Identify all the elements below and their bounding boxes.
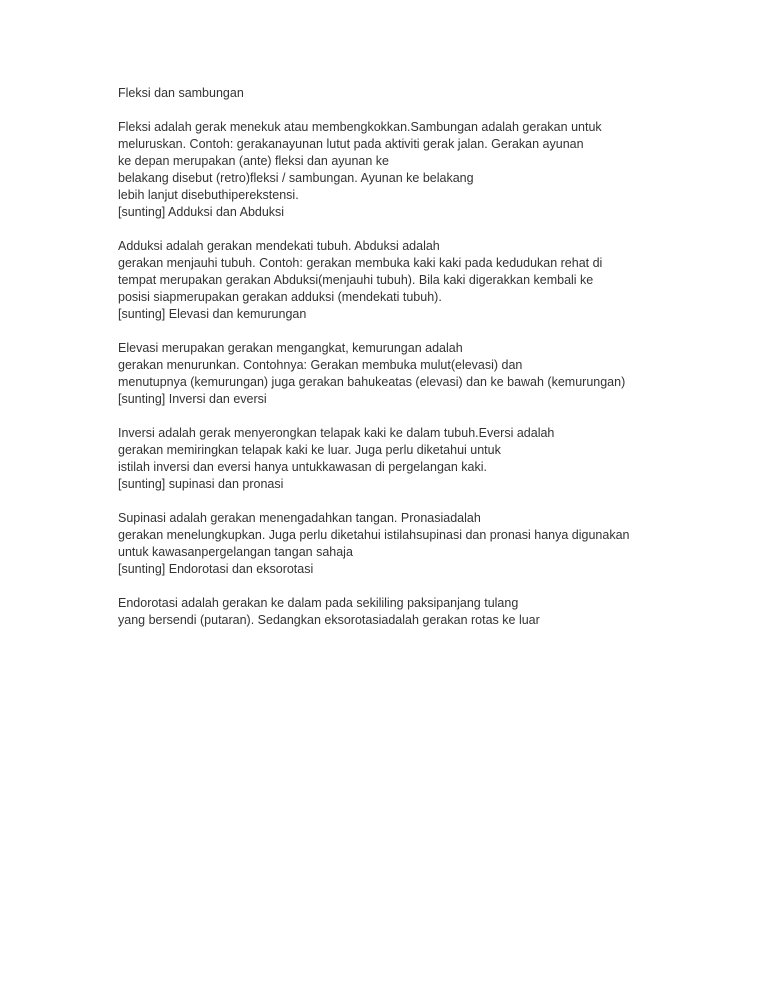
paragraph-line: meluruskan. Contoh: gerakanayunan lutut pada aktiviti gerak jalan. Gerakan ayunan <box>118 137 584 151</box>
paragraph-line: Fleksi adalah gerak menekuk atau membengkokkan.Sambungan adalah gerakan untuk <box>118 120 602 134</box>
paragraph-line: untuk kawasanpergelangan tangan sahaja <box>118 545 353 559</box>
section-elevasi <box>118 340 678 408</box>
paragraph-line: gerakan menjauhi tubuh. Contoh: gerakan membuka kaki kaki pada kedudukan rehat di <box>118 256 603 270</box>
section-heading-endorotasi: [sunting] Endorotasi dan eksorotasi <box>118 562 314 576</box>
paragraph-line: gerakan menurunkan. Contohnya: Gerakan membuka mulut(elevasi) dan <box>118 358 523 372</box>
document-page <box>118 85 678 646</box>
paragraph-line: yang bersendi (putaran). Sedangkan eksorotasiadalah gerakan rotas ke luar <box>118 613 540 627</box>
paragraph-line: Adduksi adalah gerakan mendekati tubuh. Abduksi adalah <box>118 239 440 253</box>
section-heading-supinasi: [sunting] supinasi dan pronasi <box>118 477 284 491</box>
paragraph-line: Endorotasi adalah gerakan ke dalam pada sekililing paksipanjang tulang <box>118 596 519 610</box>
section-adduksi <box>118 238 678 323</box>
section-heading-elevasi: [sunting] Elevasi dan kemurungan <box>118 307 307 321</box>
paragraph-line: belakang disebut (retro)fleksi / sambungan. Ayunan ke belakang <box>118 171 474 185</box>
section-supinasi <box>118 510 678 578</box>
paragraph-line: lebih lanjut disebuthiperekstensi. <box>118 188 299 202</box>
paragraph-line: Supinasi adalah gerakan menengadahkan tangan. Pronasiadalah <box>118 511 481 525</box>
paragraph-line: ke depan merupakan (ante) fleksi dan ayunan ke <box>118 154 390 168</box>
paragraph-line: Inversi adalah gerak menyerongkan telapak kaki ke dalam tubuh.Eversi adalah <box>118 426 555 440</box>
section-endorotasi <box>118 595 678 629</box>
section-inversi <box>118 425 678 493</box>
paragraph-line: istilah inversi dan eversi hanya untukkawasan di pergelangan kaki. <box>118 460 487 474</box>
paragraph-line: tempat merupakan gerakan Abduksi(menjauhi tubuh). Bila kaki digerakkan kembali ke <box>118 273 594 287</box>
section-heading-adduksi: [sunting] Adduksi dan Abduksi <box>118 205 285 219</box>
paragraph-line: gerakan menelungkupkan. Juga perlu diketahui istilahsupinasi dan pronasi hanya digunakan <box>118 528 630 542</box>
paragraph-line: Elevasi merupakan gerakan mengangkat, kemurungan adalah <box>118 341 463 355</box>
section-fleksi <box>118 119 678 221</box>
paragraph-line: menutupnya (kemurungan) juga gerakan bahukeatas (elevasi) dan ke bawah (kemurungan) <box>118 375 626 389</box>
paragraph-line: gerakan memiringkan telapak kaki ke luar. Juga perlu diketahui untuk <box>118 443 501 457</box>
document-title: Fleksi dan sambungan <box>118 86 244 100</box>
section-heading-inversi: [sunting] Inversi dan eversi <box>118 392 267 406</box>
paragraph-line: posisi siapmerupakan gerakan adduksi (mendekati tubuh). <box>118 290 442 304</box>
